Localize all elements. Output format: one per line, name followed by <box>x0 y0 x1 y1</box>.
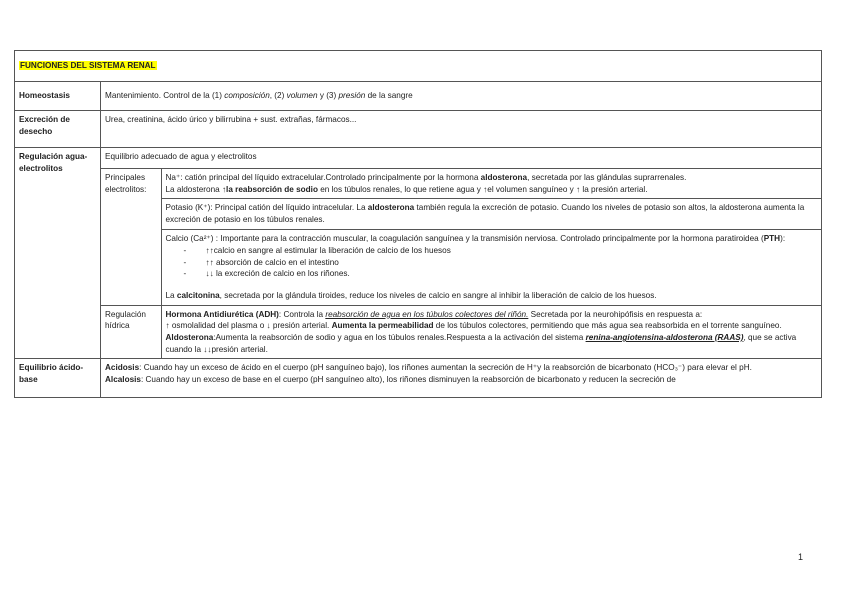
regulacion-intro-box <box>101 148 821 169</box>
acidosis-paragraph <box>105 362 817 374</box>
adh-title: Hormona Antidiurética (ADH) <box>165 309 279 319</box>
homeostasis-text: Mantenimiento. Control de la (1) <box>105 91 225 101</box>
adh-paragraph-2 <box>166 320 818 332</box>
k-cell <box>161 199 821 229</box>
title-cell <box>15 51 822 82</box>
excrecion-text: Urea, creatinina, ácido úrico y bilirrubina + sust. extrañas, fármacos... <box>105 115 357 124</box>
na-paragraph-1 <box>166 172 818 184</box>
na-reabsorcion: la reabsorción de sodio <box>226 184 318 194</box>
acido-base-label-cell <box>15 359 101 398</box>
regulacion-label-cell <box>15 148 101 359</box>
adh-reabsorcion: reabsorción de agua en los túbulos colectores del riñón. <box>325 309 529 319</box>
aldosterona-text-k: , que se activa cuando la ↓↓presión arterial. <box>165 333 797 354</box>
raas-term: renina-angiotensina-aldosterona (RAAS) <box>585 333 744 343</box>
homeostasis-text-4: de la sangre <box>365 91 413 101</box>
page-number: 1 <box>798 552 804 562</box>
aldosterona-text-i: :Aumenta la reabsorción de sodio y agua en los túbulos renales.Respuesta a la activación del sistema <box>213 333 586 343</box>
title-row <box>15 51 822 82</box>
regulacion-label: Regulación agua-electrolitos <box>19 152 88 173</box>
ca-pth: PTH <box>763 233 781 243</box>
aldosterona-paragraph <box>166 332 818 355</box>
adh-paragraph-1 <box>166 309 818 321</box>
excrecion-label-cell <box>15 111 101 148</box>
homeostasis-text-cell <box>101 82 822 111</box>
adh-permeabilidad: Aumenta la permeabilidad <box>331 321 434 331</box>
aldosterona-title: Aldosterona <box>165 333 214 343</box>
row-regulacion <box>15 148 822 359</box>
acido-base-label: Equilibrio ácido-base <box>19 363 84 384</box>
row-excrecion <box>15 111 822 148</box>
adh-text-e: ↑ osmolalidad del plasma o ↓ presión arterial. <box>165 321 332 331</box>
ca-text-a: Calcio (Ca²⁺) : Importante para la contracción muscular, la coagulación sanguínea y la transmisión nerviosa. Controlado principalmente por la hormona paratiroidea ( <box>165 233 764 243</box>
principales-label: Principales electrolitos: <box>105 173 147 194</box>
excrecion-text-cell <box>101 111 822 148</box>
table-title: FUNCIONES DEL SISTEMA RENAL <box>20 61 156 71</box>
alcalosis-text: : Cuando hay un exceso de base en el cuerpo (pH sanguíneo alto), los riñones disminuyen la reabsorción de bicarbonato y reducen la secreción de <box>140 374 676 384</box>
k-text-a: Potasio (K⁺): Principal catión del líquido intracelular. La <box>165 203 368 213</box>
row-homeostasis <box>15 82 822 111</box>
row-na <box>101 169 821 199</box>
homeostasis-volume: volumen <box>286 91 318 101</box>
hidrica-label-cell <box>101 305 161 358</box>
hidrica-label: Regulación hídrica <box>105 309 146 331</box>
na-cell <box>161 169 821 199</box>
ca-text-d1: La <box>165 291 177 301</box>
alcalosis-term: Alcalosis <box>105 374 141 384</box>
adh-text-b: : Controla la <box>278 309 326 319</box>
regulacion-content-cell <box>101 148 822 359</box>
row-acido-base <box>15 359 822 398</box>
homeostasis-text-2: , (2) <box>269 91 287 101</box>
na-text-d: La aldosterona ↑ <box>165 184 227 194</box>
homeostasis-composition: composición <box>224 91 270 101</box>
na-text-c: , secretada por las glándulas suprarrenales. <box>527 173 687 182</box>
ca-bullet-2: - ↑↑ absorción de calcio en el intestino <box>184 257 818 269</box>
principales-label-cell <box>101 169 161 305</box>
na-paragraph-2 <box>166 184 818 196</box>
ca-text-c: ): <box>780 233 786 243</box>
acido-base-content <box>105 362 817 394</box>
acidosis-term: Acidosis <box>105 363 140 373</box>
k-text-c: también regula la excreción de potasio. Cuando los niveles de potasio son altos, la aldosterona aumenta la excreción de potasio en los túbulos renales. <box>165 203 805 224</box>
homeostasis-pressure: presión <box>338 91 366 101</box>
homeostasis-text-3: y (3) <box>317 91 339 101</box>
adh-cell <box>161 305 821 358</box>
ca-text-d3: , secretada por la glándula tiroides, reduce los niveles de calcio en sangre al inhibir la liberación de calcio de los huesos. <box>219 291 657 301</box>
renal-functions-table <box>14 50 822 398</box>
regulacion-subtable <box>101 169 821 358</box>
row-k <box>101 199 821 229</box>
na-aldosterona: aldosterona <box>480 173 528 182</box>
acido-base-text-cell <box>101 359 822 398</box>
adh-text-g: de los túbulos colectores, permitiendo que más agua sea reabsorbida en el torrente sanguíneo. <box>433 321 782 331</box>
regulacion-intro: Equilibrio adecuado de agua y electrolitos <box>105 152 257 161</box>
row-hidrica <box>101 305 821 358</box>
adh-text-d: Secretada por la neurohipófisis en respuesta a: <box>528 309 703 319</box>
row-ca <box>101 229 821 305</box>
na-text-a: Na⁺: catión principal del líquido extracelular.Controlado principalmente por la hormona <box>165 173 481 182</box>
homeostasis-label-cell <box>15 82 101 111</box>
homeostasis-label: Homeostasis <box>19 91 70 101</box>
ca-bullet-1: - ↑↑calcio en sangre al estimular la liberación de calcio de los huesos <box>184 245 818 257</box>
acidosis-text: : Cuando hay un exceso de ácido en el cuerpo (pH sanguíneo bajo), los riñones aumentan la secreción de H⁺y la reabsorción de bicarbonato (HCO₃⁻) para elevar el pH. <box>139 363 752 373</box>
ca-bullet-3: - ↓↓ la excreción de calcio en los riñones. <box>184 268 818 280</box>
ca-calcitonina-word: calcitonina <box>176 291 220 301</box>
ca-intro <box>166 233 818 245</box>
na-text-f: en los túbulos renales, lo que retiene agua y ↑el volumen sanguíneo y ↑ la presión arterial. <box>317 184 648 194</box>
excrecion-label: Excreción de desecho <box>19 115 70 136</box>
alcalosis-paragraph <box>105 374 817 386</box>
ca-calcitonina <box>166 290 818 302</box>
k-aldosterona: aldosterona <box>367 203 415 213</box>
ca-cell <box>161 229 821 305</box>
ca-bullet-list <box>166 245 818 280</box>
